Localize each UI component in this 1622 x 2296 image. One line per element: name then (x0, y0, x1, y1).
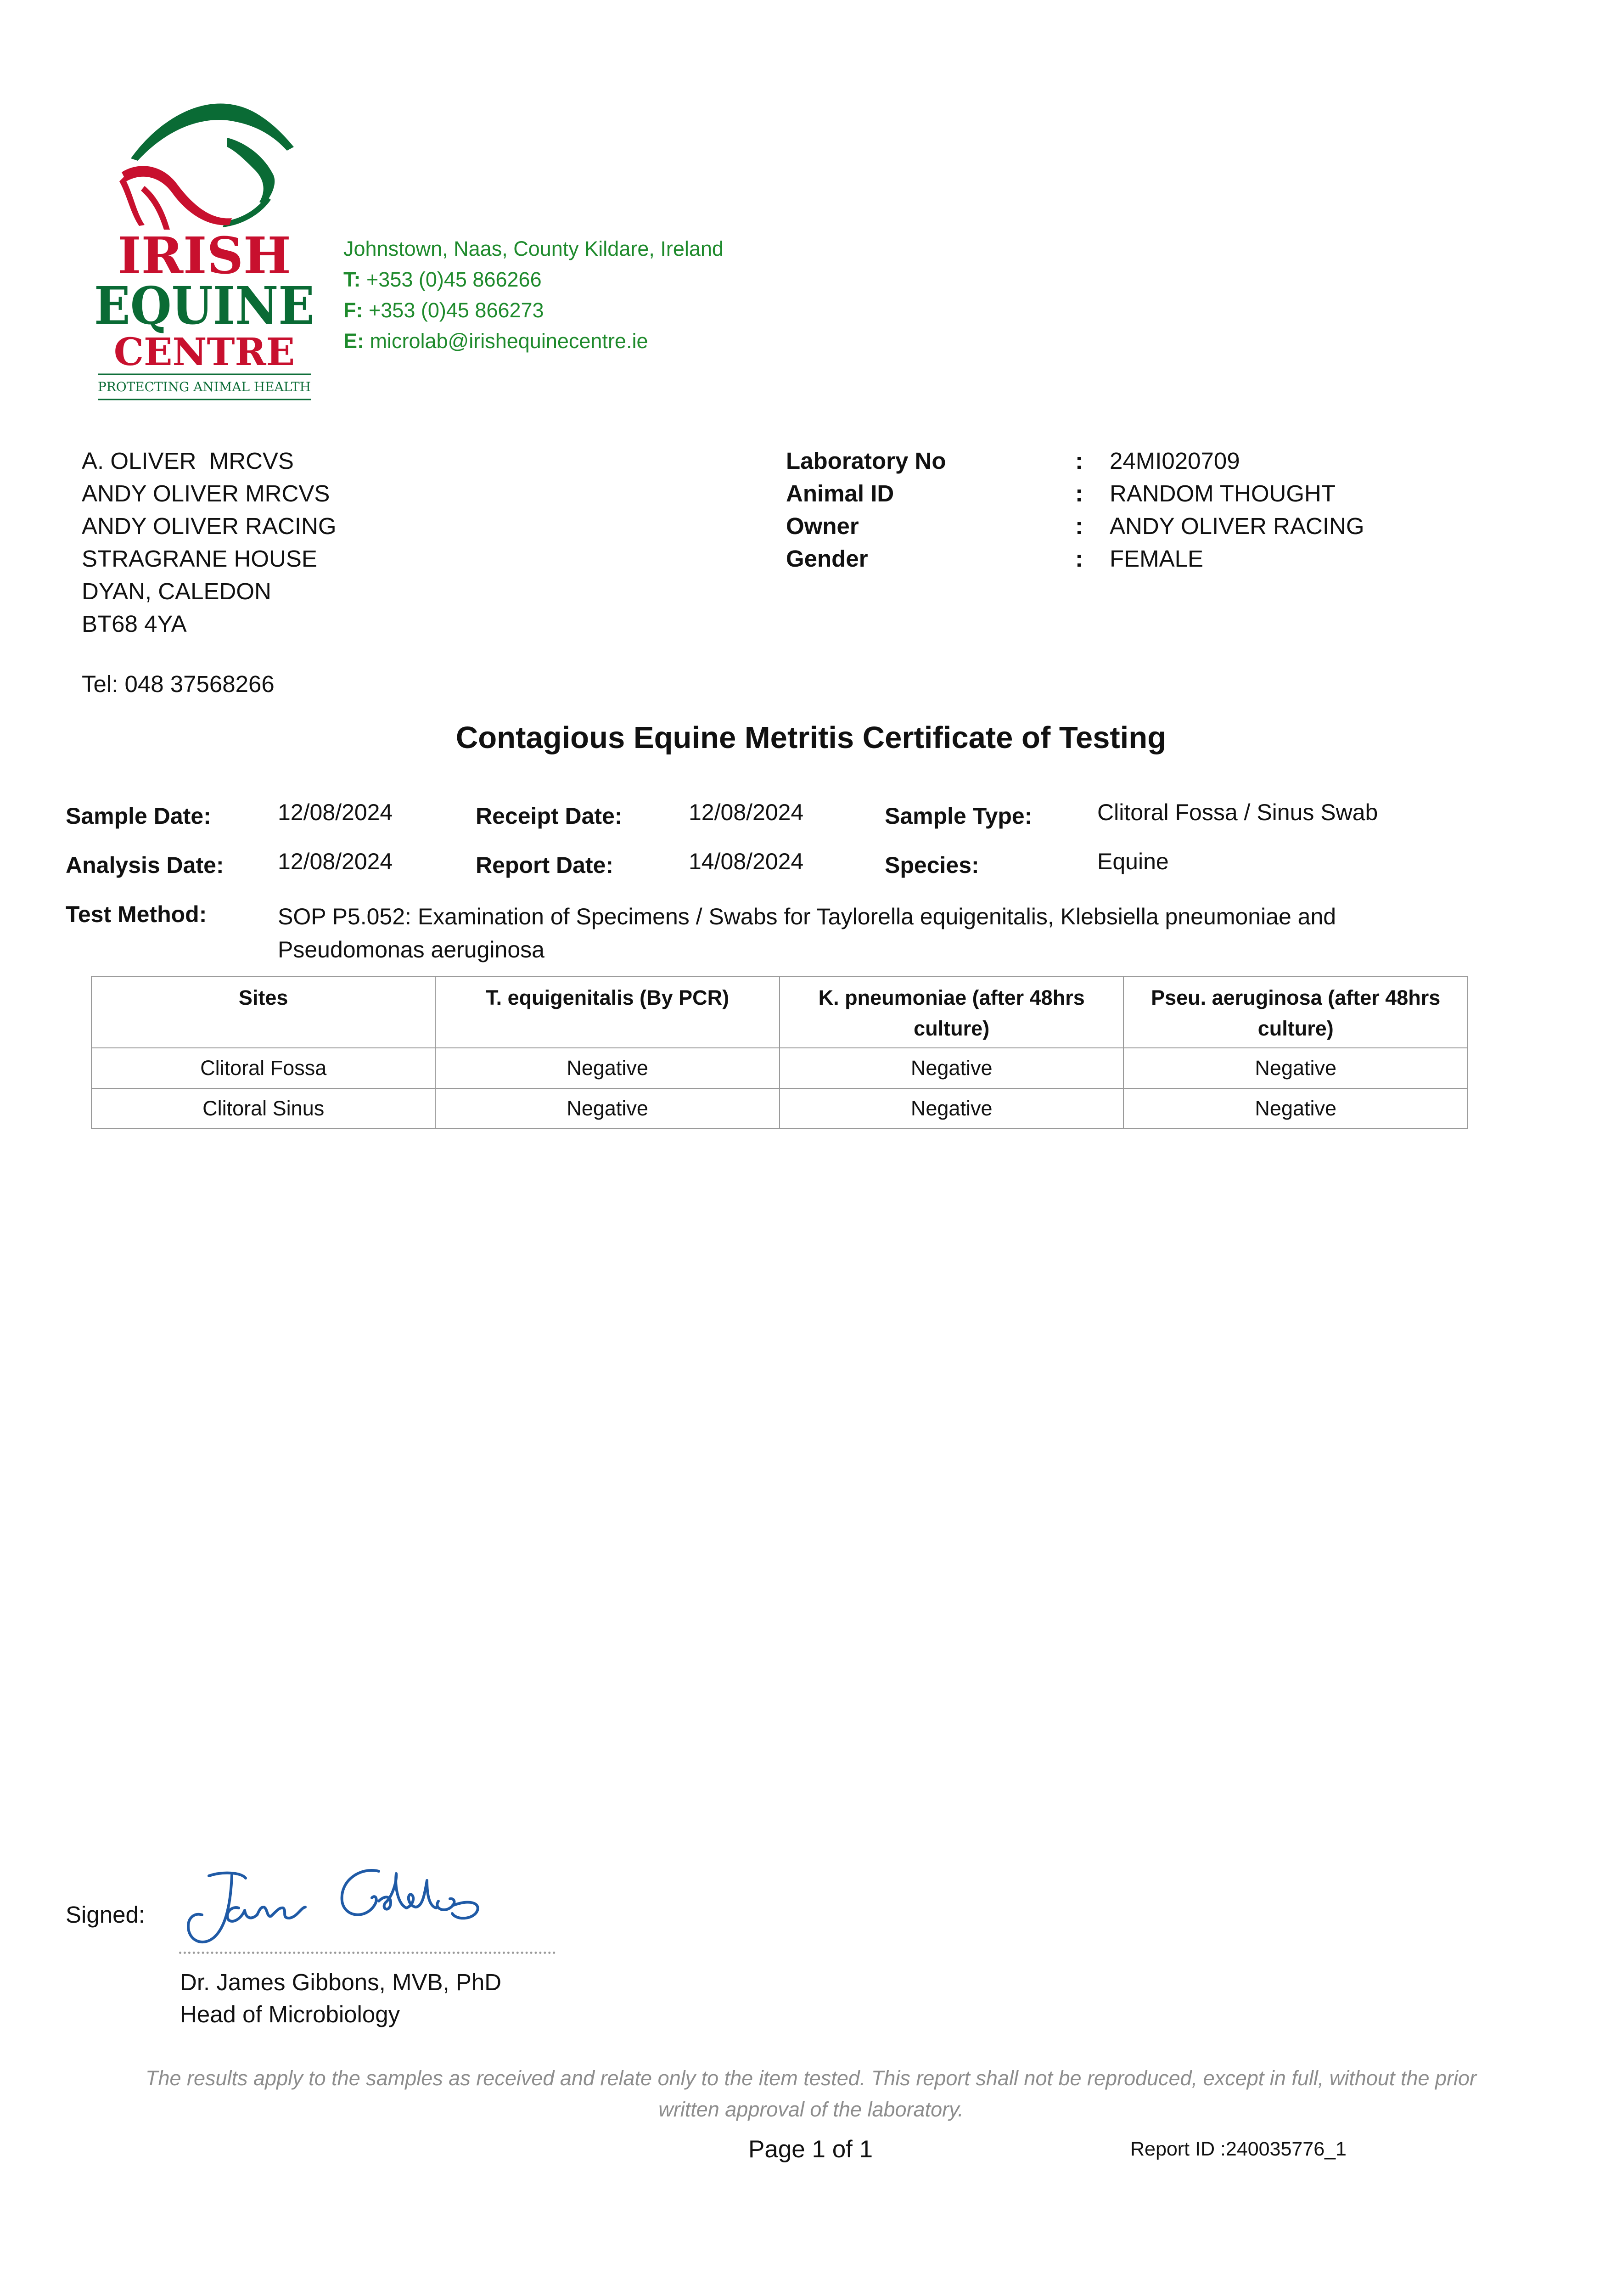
detail-row-animal-id: Animal ID : RANDOM THOUGHT (786, 480, 1336, 506)
sample-type-value: Clitoral Fossa / Sinus Swab (1097, 799, 1378, 825)
recipient-tel: Tel: 048 37568266 (82, 671, 275, 697)
table-cell: Clitoral Sinus (91, 1088, 435, 1129)
signer-name: Dr. James Gibbons, MVB, PhD (180, 1969, 502, 1995)
test-method-value: SOP P5.052: Examination of Specimens / Swabs for Taylorella equigenitalis, Klebsiella pneumoniae and Pseudomonas aeruginosa (278, 904, 1336, 962)
analysis-date-label: Analysis Date: (66, 852, 224, 878)
logo-line1: IRISH (118, 226, 291, 285)
table-row (91, 1088, 1468, 1129)
sample-type-label: Sample Type: (885, 803, 1033, 829)
signer-title: Head of Microbiology (180, 2001, 400, 2027)
address-line: STRAGRANE HOUSE (82, 546, 317, 572)
test-method-label: Test Method: (66, 901, 207, 927)
recipient-address (82, 445, 633, 640)
address-line: ANDY OLIVER MRCVS (82, 480, 330, 506)
page-number: Page 1 of 1 (748, 2136, 873, 2163)
table-cell: Negative (435, 1048, 780, 1088)
column-header: Pseu. aeruginosa (after 48hrs culture) (1123, 976, 1468, 1048)
signature-line (179, 1952, 556, 1954)
sample-date-value: 12/08/2024 (278, 799, 393, 825)
certificate-title: Contagious Equine Metritis Certificate of Testing (455, 720, 1167, 755)
detail-row-gender: Gender : FEMALE (786, 546, 1204, 572)
handwritten-signature (177, 1862, 498, 1954)
lab-phone: T: +353 (0)45 866266 (343, 268, 542, 291)
report-date-value: 14/08/2024 (689, 849, 804, 874)
analysis-date-value: 12/08/2024 (278, 849, 393, 874)
signer-block (180, 1966, 501, 2031)
report-id: Report ID :240035776_1 (1130, 2138, 1347, 2160)
column-header: Sites (91, 976, 435, 1048)
detail-row-laboratory-no: Laboratory No : 24MI020709 (786, 448, 1240, 474)
sample-date-label: Sample Date: (66, 803, 211, 829)
table-cell: Negative (1123, 1088, 1468, 1129)
address-line: ANDY OLIVER RACING (82, 513, 337, 539)
table-cell: Negative (435, 1088, 780, 1129)
lab-contact-block (343, 233, 986, 356)
table-cell: Negative (780, 1048, 1124, 1088)
irish-equine-centre-logo (90, 92, 319, 404)
species-value: Equine (1097, 849, 1169, 874)
table-header-row (91, 976, 1468, 1048)
address-line: A. OLIVER MRCVS (82, 448, 294, 474)
lab-email: E: microlab@irishequinecentre.ie (343, 329, 648, 353)
disclaimer-text: The results apply to the samples as received and relate only to the item tested. This report shall not be reproduced, except in full, without the prior written approval of the laboratory. (145, 2066, 1477, 2121)
logo-line2: EQUINE (94, 276, 314, 336)
receipt-date-label: Receipt Date: (476, 803, 623, 829)
table-cell: Negative (780, 1088, 1124, 1129)
species-label: Species: (885, 852, 979, 878)
address-line: DYAN, CALEDON (82, 578, 271, 604)
lab-address: Johnstown, Naas, County Kildare, Ireland (343, 237, 724, 260)
animal-details (786, 445, 1566, 575)
table-cell: Clitoral Fossa (91, 1048, 435, 1088)
results-table (91, 976, 1468, 1129)
lab-fax: F: +353 (0)45 866273 (343, 298, 544, 322)
detail-row-owner: Owner : ANDY OLIVER RACING (786, 513, 1364, 539)
receipt-date-value: 12/08/2024 (689, 799, 804, 825)
table-row (91, 1048, 1468, 1088)
logo-line3: CENTRE (113, 330, 295, 374)
table-cell: Negative (1123, 1048, 1468, 1088)
signed-label: Signed: (66, 1902, 145, 1928)
report-date-label: Report Date: (476, 852, 614, 878)
column-header: K. pneumoniae (after 48hrs culture) (780, 976, 1124, 1048)
logo-tagline: PROTECTING ANIMAL HEALTH (98, 379, 311, 394)
column-header: T. equigenitalis (By PCR) (435, 976, 780, 1048)
address-line: BT68 4YA (82, 611, 187, 637)
